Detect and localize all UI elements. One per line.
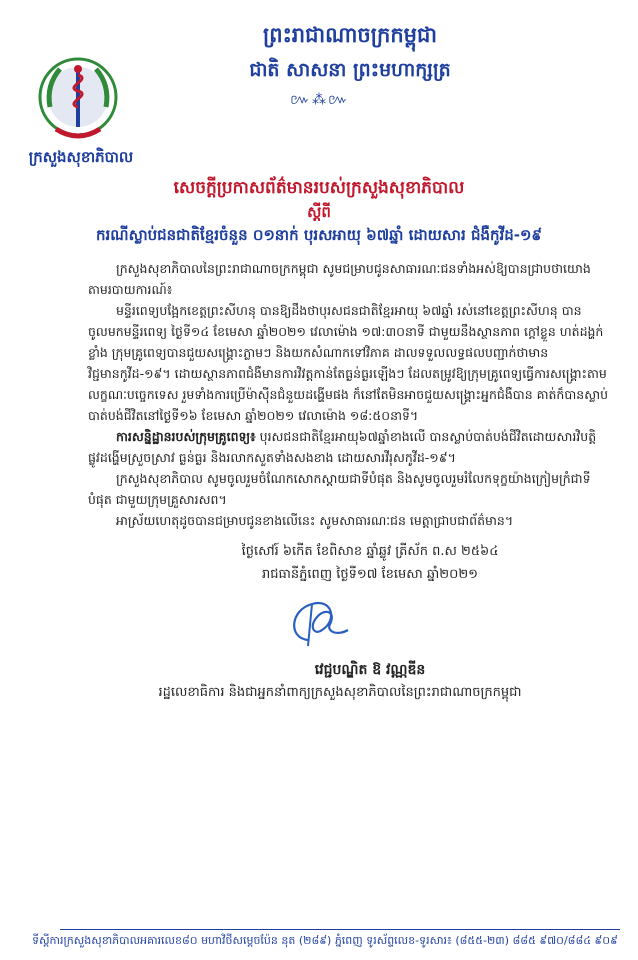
ministry-name: ក្រសួងសុខាភិបាល: [28, 148, 134, 166]
kingdom-heading: ព្រះរាជាណាចក្រកម្ពុជា: [262, 23, 437, 47]
solar-date: រាជធានីភ្នំពេញ ថ្ងៃទី១៧ ខែមេសា ឆ្នាំ២០២១: [261, 567, 479, 582]
ministry-logo: [36, 55, 120, 147]
paragraph-conclusion: [88, 426, 608, 468]
conclusion-text: បុរសជនជាតិខ្មែរអាយុ៦៧ឆ្នាំខាងលើ បានស្លាប់បាត់បង់ជីវិតដោយសារវិបត្តិផ្លូវដង្ហើមស្រួចស្រាវ ធ្ងន់ធ្ងរ និងរលាកសួតទាំងសងខាង ដោយសារវីរុសកូវីដ-១៩។: [88, 429, 597, 465]
paragraph-closing: អាស្រ័យហេតុដូចបានជម្រាបជូនខាងលើនេះ សូមសាធារណៈជន មេត្តាជ្រាបជាព័ត៌មាន។: [116, 513, 514, 528]
signer-title: រដ្ឋលេខាធិការ និងជាអ្នកនាំពាក្យក្រសួងសុខាភិបាលនៃព្រះរាជាណាចក្រកម្ពុជា: [158, 685, 522, 700]
conclusion-label: ការសន្និដ្ឋានរបស់ក្រុមគ្រូពេទ្យ៖: [116, 429, 256, 444]
footer-divider: [60, 929, 620, 930]
signature: [278, 590, 358, 650]
ornament-divider: ៚⁂៚: [290, 92, 350, 108]
lunar-date: ថ្ងៃសៅរ៍ ៦កើត ខែពិសាខ ឆ្នាំឆ្លូវ ត្រីស័ក ព.ស ២៥៦៤: [241, 544, 499, 559]
paragraph-intro: ក្រសួងសុខាភិបាលនៃព្រះរាជាណាចក្រកម្ពុជា សូមជម្រាបជូនសាធារណៈជនទាំងអស់ឱ្យបានជ្រាបថាយោងតាមរបាយការណ៍៖: [88, 261, 591, 297]
paragraph-report: មន្ទីរពេទ្យបង្អែកខេត្តព្រះសីហនុ បានឱ្យដឹងថាបុរសជនជាតិខ្មែរអាយុ ៦៧ឆ្នាំ រស់នៅខេត្តព្រះសីហនុ បានចូលមកមន្ទីរពេទ្យ ថ្ងៃទី១៤ ខែមេសា ឆ្នាំ២០២១ វេលាម៉ោង ១៧:៣០នាទី ជាមួយនឹងស្ថានភាព ក្តៅខ្លួន ហត់ដង្ហក់ខ្លាំង ក្រុមគ្រូពេទ្យបានជួយសង្គ្រោះភ្លាមៗ និងយកសំណាកទៅវិភាគ ដាលទទួលលទ្ធផលបញ្ជាក់ថាមាន វិជ្ជមានកូវីដ-១៩។ ដោយស្ថានភាពជំងឺមានការវិវត្តកាន់តែធ្ងន់ធ្ងរឡើងៗ ដែលតម្រូវឱ្យក្រុមគ្រូពេទ្យធ្វើការសង្គ្រោះតាមលក្ខណៈបច្ចេកទេស រួមទាំងការប្រើម៉ាស៊ីនជំនួយដង្ហើមផង ក៏នៅតែមិនអាចជួយសង្គ្រោះអ្នកជំងឺបាន គាត់ក៏បានស្លាប់បាត់បង់ជីវិតនៅថ្ងៃទី១៦ ខែមេសា ឆ្នាំ២០២១ វេលាម៉ោង ១៨:៥០នាទី។: [88, 303, 609, 423]
signer-name: វេជ្ជបណ្ឌិត ឱ វណ្ណឌីន: [314, 662, 426, 678]
document-title: សេចក្តីប្រកាសព័ត៌មានរបស់ក្រសួងសុខាភិបាល: [173, 178, 465, 198]
document-body: [88, 258, 608, 531]
document-subject: ករណីស្លាប់ជនជាតិខ្មែរចំនួន ០១នាក់ បុរសអាយុ ៦៧ឆ្នាំ ដោយសារ ជំងឺកូវីដ-១៩: [95, 226, 542, 244]
paragraph-condolence: ក្រសួងសុខាភិបាល សូមចូលរួមចំណែកសោកស្តាយជាទីបំផុត និងសូមចូលរួមរំលែកទុក្ខយ៉ាងក្រៀមក្រំជាទីបំផុត ជាមួយក្រុមគ្រួសារសព។: [88, 471, 591, 507]
document-about: ស្តីពី: [307, 203, 331, 221]
footer-address: ទីស្តីការក្រសួងសុខាភិបាលអគារលេខ៨០ មហាវិថីសម្តេចប៉ែន នុត (២៨៩) ភ្នំពេញ ទូរស័ព្ទលេខ-ទូរសារ៖ (៨៥៥-២៣) ៨៨៥ ៩៧០/៨៨៤ ៩០៩: [32, 934, 618, 947]
motto-heading: ជាតិ សាសនា ព្រះមហាក្សត្រ: [249, 59, 451, 81]
